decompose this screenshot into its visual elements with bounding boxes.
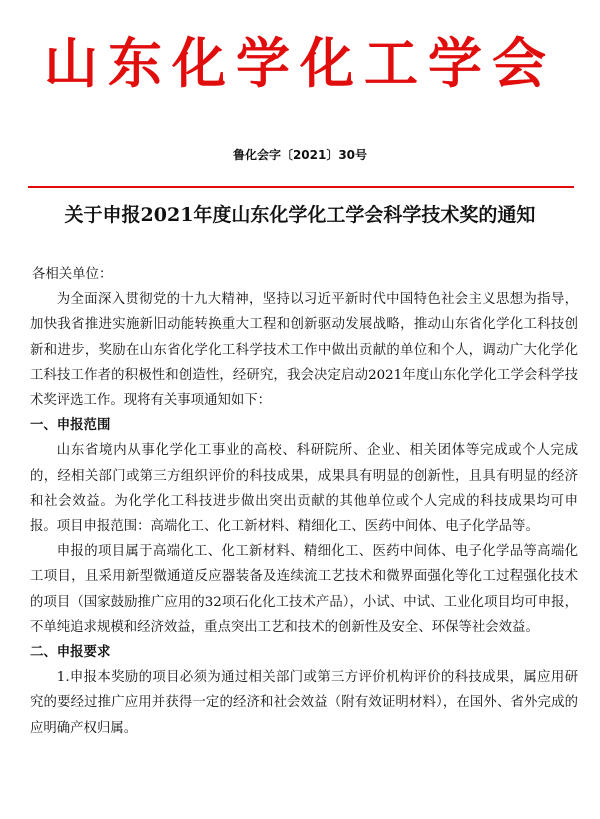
- section-heading-scope: 一、申报范围: [30, 418, 111, 434]
- section-heading-requirements: 二、申报要求: [30, 645, 111, 661]
- intro-paragraph: 为全面深入贯彻党的十九大精神，坚持以习近平新时代中国特色社会主义思想为指导，加快我省推进实施新旧动能转换重大工程和创新驱动发展战略，推动山东省化学化工科技创新和进步，奖励在山东省化学化工科学技术工作中做出贡献的单位和个人，调动广大化学化工科技工作者的积极性和创造性，经研究，我会决定启动2021年度山东化学化工学会科学技术奖评选工作。现将有关事项通知如下：: [30, 292, 578, 409]
- organization-name: 山东化学化工学会: [44, 32, 556, 95]
- document-title: 关于申报2021年度山东化学化工学会科学技术奖的通知: [64, 204, 536, 226]
- document-body: [30, 262, 578, 741]
- salutation: 各相关单位：: [32, 267, 113, 282]
- red-divider-line: [28, 186, 574, 188]
- document-number: 鲁化会字〔2021〕30号: [232, 148, 368, 162]
- requirements-paragraph-1: 1.申报本奖励的项目必须为通过相关部门或第三方评价机构评价的科技成果，属应用研究的要经过推广应用并获得一定的经济和社会效益（附有效证明材料），在国外、省外完成的应明确产权归属。: [30, 670, 578, 736]
- scope-paragraph-2: 申报的项目属于高端化工、化工新材料、精细化工、医药中间体、电子化学品等高端化工项目，且采用新型微通道反应器装备及连续流工艺技术和微界面强化等化工过程强化技术的项目（国家鼓励推广应用的32项石化化工技术产品），小试、中试、工业化项目均可申报，不单纯追求规模和经济效益，重点突出工艺和技术的创新性及安全、环保等社会效益。: [30, 544, 578, 635]
- scope-paragraph-1: 山东省境内从事化学化工事业的高校、科研院所、企业、相关团体等完成或个人完成的，经相关部门或第三方组织评价的科技成果，成果具有明显的创新性，且具有明显的经济和社会效益。为化学化工科技进步做出突出贡献的其他单位或个人完成的科技成果均可申报。项目申报范围：高端化工、化工新材料、精细化工、医药中间体、电子化学品等。: [30, 443, 578, 535]
